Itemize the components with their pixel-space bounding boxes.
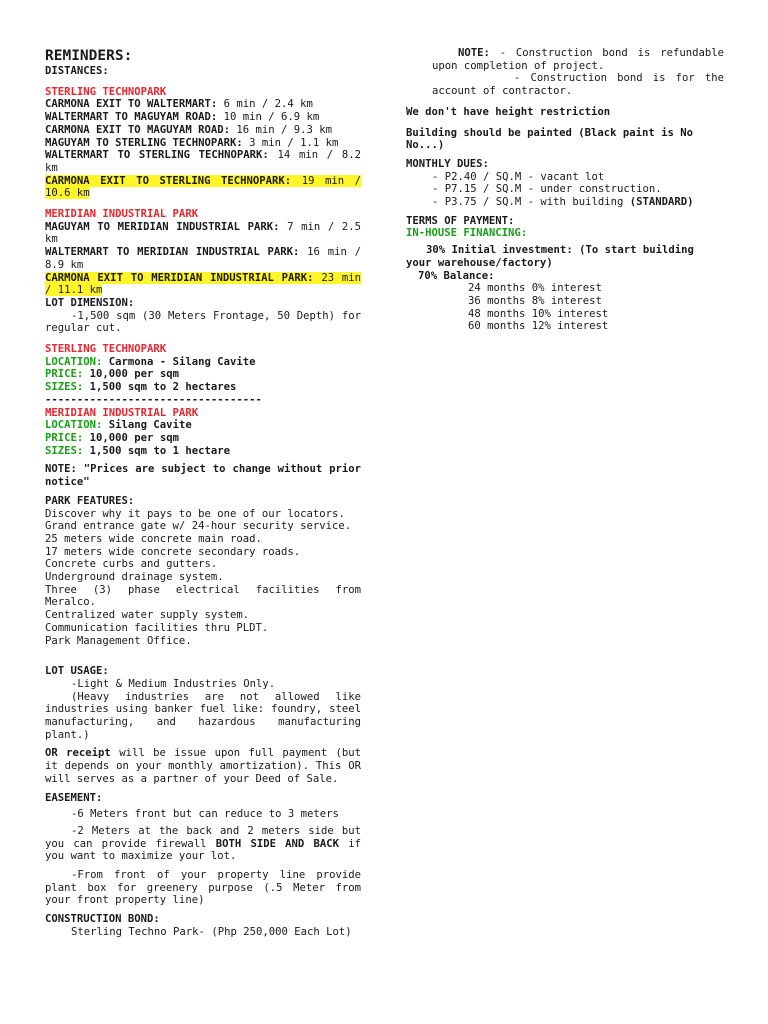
left-column [45,48,361,939]
installment-item: 48 months 10% interest [468,307,609,320]
meridian-distances-heading: MERIDIAN INDUSTRIAL PARK [45,208,199,221]
easement-heading: EASEMENT: [45,791,103,804]
park-feature-item: Discover why it pays to be one of our locators. [45,507,345,520]
installment-item: 60 months 12% interest [468,320,609,333]
distance-item: WALTERMART TO MERIDIAN INDUSTRIAL PARK: 16 min / 8.9 km [45,246,361,271]
park-feature-item: Concrete curbs and gutters. [45,558,218,571]
divider: ---------------------------------- [45,393,262,406]
park-feature-item: 17 meters wide concrete secondary roads. [45,545,301,558]
park-features-list [45,508,361,648]
meridian-price: PRICE: 10,000 per sqm [45,431,179,444]
right-column [406,47,724,333]
monthly-due-item: - P7.15 / SQ.M - under construction. [432,183,662,196]
lot-dimension-text: -1,500 sqm (30 Meters Frontage, 50 Depth) for regular cut. [45,309,361,335]
lot-dimension-heading: LOT DIMENSION: [45,296,135,309]
distance-item-highlighted: CARMONA EXIT TO STERLING TECHNOPARK: 19 min / 10.6 km [45,174,361,200]
balance-heading: 70% Balance: [418,269,495,282]
meridian-location: LOCATION: Silang Cavite [45,419,192,432]
meridian-sizes: SIZES: 1,500 sqm to 1 hectare [45,444,230,457]
distance-item: CARMONA EXIT TO MAGUYAM ROAD: 16 min / 9.3 km [45,123,333,136]
construction-bond-heading: CONSTRUCTION BOND: [45,913,160,926]
prices-note: NOTE: "Prices are subject to change without prior notice" [45,463,361,489]
lot-usage-heading: LOT USAGE: [45,665,109,678]
park-features-heading: PARK FEATURES: [45,494,135,507]
monthly-dues-heading: MONTHLY DUES: [406,157,489,170]
distance-item: MAGUYAM TO STERLING TECHNOPARK: 3 min / 1.1 km [45,136,339,149]
distance-item: CARMONA EXIT TO WALTERMART: 6 min / 2.4 km [45,98,313,111]
distance-item: WALTERMART TO MAGUYAM ROAD: 10 min / 6.9 km [45,111,320,124]
construction-bond-note [406,47,724,98]
distance-item: WALTERMART TO STERLING TECHNOPARK: 14 min / 8.2 km [45,149,361,174]
initial-investment: 30% Initial investment: (To start building your warehouse/factory) [406,244,694,269]
sterling-location: LOCATION: Carmona - Silang Cavite [45,355,256,368]
easement-plant-box: -From front of your property line provide plant box for greenery purpose (.5 Meter from your front property line) [45,869,361,907]
or-receipt-paragraph: OR receipt will be issue upon full payment (but it depends on your monthly amortization). This OR will serves as a partner of your Deed of Sale. [45,747,361,785]
height-restriction: We don't have height restriction [406,105,611,118]
painting-rule: Building should be painted (Black paint is No No...) [406,126,694,152]
easement-firewall: -2 Meters at the back and 2 meters side but you can provide firewall BOTH SIDE AND BACK if you want to maximize your lot. [45,824,361,863]
monthly-due-item: - P2.40 / SQ.M - vacant lot [432,170,605,183]
sterling-distances-list [45,98,361,200]
distance-item: MAGUYAM TO MERIDIAN INDUSTRIAL PARK: 7 min / 2.5 km [45,220,361,246]
note-line: NOTE: - Construction bond is refundable upon completion of project. [432,47,724,72]
lot-usage-note: (Heavy industries are not allowed like industries using banker fuel like: foundry, steel manufacturing, and hazardous manufacturing plant.) [45,690,361,741]
distance-item-highlighted: CARMONA EXIT TO MERIDIAN INDUSTRIAL PARK: 23 min / 11.1 km [45,271,361,297]
park-feature-item: 25 meters wide concrete main road. [45,532,262,545]
distances-heading: DISTANCES: [45,65,109,77]
park-feature-item: Communication facilities thru PLDT. [45,621,269,634]
page-title: REMINDERS: [45,48,133,64]
meridian-info-heading: MERIDIAN INDUSTRIAL PARK [45,406,199,419]
sterling-sizes: SIZES: 1,500 sqm to 2 hectares [45,381,237,394]
installment-item: 24 months 0% interest [468,282,602,295]
meridian-distances-list [45,221,361,297]
note-line: - Construction bond is for the account of contractor. [432,72,724,98]
sterling-distances-heading: STERLING TECHNOPARK [45,85,167,98]
lot-usage-line: -Light & Medium Industries Only. [71,677,276,690]
monthly-dues-list [406,171,724,209]
park-feature-item: Centralized water supply system. [45,609,250,622]
park-feature-item: Grand entrance gate w/ 24-hour security service. [45,520,352,533]
construction-bond-text: Sterling Techno Park- (Php 250,000 Each Lot) [71,925,352,938]
installment-item: 36 months 8% interest [468,294,602,307]
park-feature-item: Underground drainage system. [45,571,224,584]
park-feature-item: Park Management Office. [45,634,192,647]
park-feature-item: Three (3) phase electrical facilities from Meralco. [45,583,361,609]
financing-heading: IN-HOUSE FINANCING: [406,227,528,240]
sterling-price: PRICE: 10,000 per sqm [45,368,179,381]
monthly-due-item: - P3.75 / SQ.M - with building (STANDARD) [432,196,694,209]
easement-line: -6 Meters front but can reduce to 3 meters [71,808,339,821]
terms-heading: TERMS OF PAYMENT: [406,214,515,227]
sterling-info-heading: STERLING TECHNOPARK [45,343,167,356]
installment-list [406,282,724,333]
